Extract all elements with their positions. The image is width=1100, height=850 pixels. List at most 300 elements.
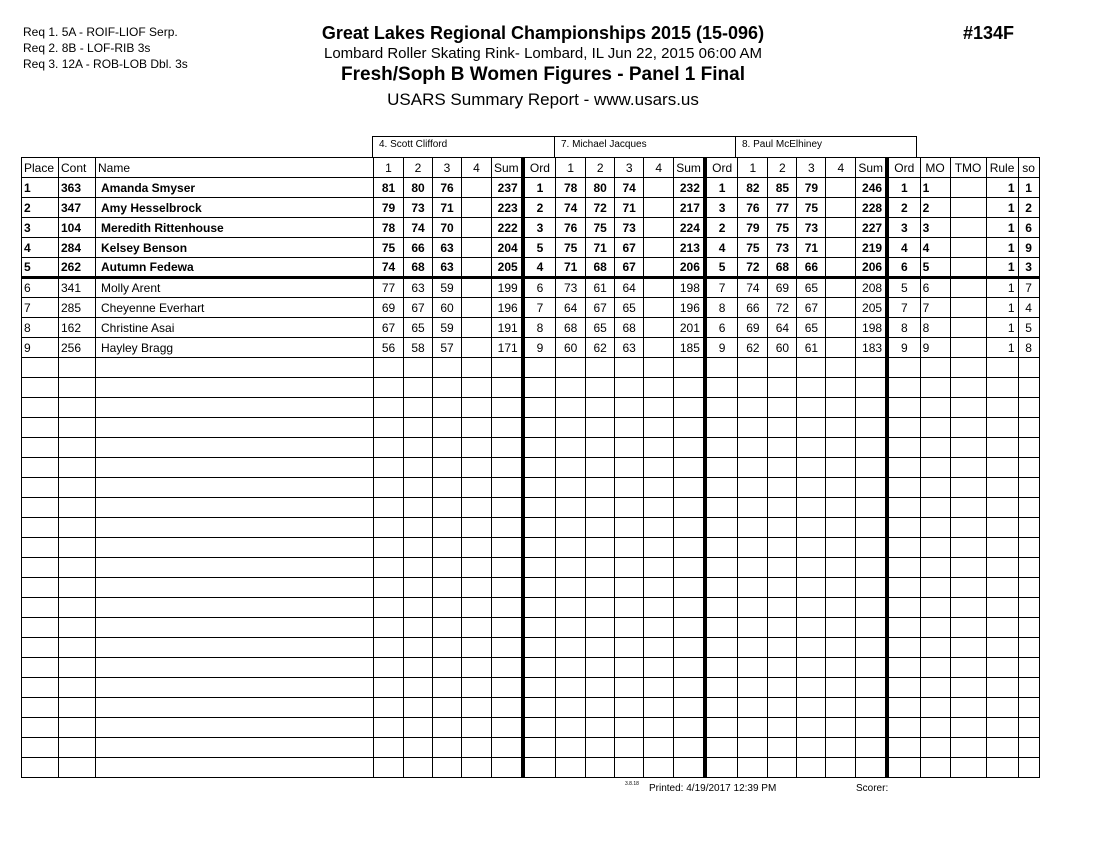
score-cell: 67: [586, 298, 615, 318]
score-cell: 66: [404, 238, 433, 258]
empty-cell: [705, 638, 738, 658]
empty-cell: [887, 498, 920, 518]
empty-cell: [523, 738, 556, 758]
table-row: [22, 198, 1040, 218]
empty-cell: [556, 658, 586, 678]
empty-cell: [674, 638, 705, 658]
empty-row: [22, 758, 1040, 778]
empty-cell: [826, 638, 856, 658]
col-j3-sum: Sum: [856, 158, 887, 178]
empty-cell: [826, 758, 856, 778]
score-cell: [462, 298, 492, 318]
empty-cell: [986, 438, 1018, 458]
empty-cell: [856, 638, 887, 658]
empty-cell: [22, 718, 59, 738]
empty-cell: [826, 398, 856, 418]
score-cell: 82: [738, 178, 768, 198]
table-row: [22, 178, 1040, 198]
empty-cell: [986, 418, 1018, 438]
empty-cell: [768, 398, 797, 418]
empty-cell: [674, 398, 705, 418]
empty-cell: [492, 658, 523, 678]
empty-cell: [1018, 438, 1039, 458]
ord-cell: 6: [523, 278, 556, 298]
empty-cell: [96, 398, 374, 418]
sum-cell: 237: [492, 178, 523, 198]
sum-cell: 171: [492, 338, 523, 358]
empty-cell: [523, 538, 556, 558]
empty-cell: [768, 638, 797, 658]
empty-cell: [986, 498, 1018, 518]
results-table: [21, 157, 1040, 778]
empty-cell: [492, 578, 523, 598]
empty-cell: [674, 518, 705, 538]
empty-cell: [586, 598, 615, 618]
empty-row: [22, 678, 1040, 698]
score-cell: 71: [433, 198, 462, 218]
empty-cell: [615, 358, 644, 378]
score-cell: [462, 278, 492, 298]
empty-cell: [586, 518, 615, 538]
empty-cell: [887, 458, 920, 478]
empty-row: [22, 358, 1040, 378]
empty-cell: [856, 498, 887, 518]
empty-cell: [797, 458, 826, 478]
empty-cell: [674, 478, 705, 498]
sum-cell: 198: [856, 318, 887, 338]
report-subtitle: USARS Summary Report - www.usars.us: [387, 90, 699, 109]
sum-cell: 213: [674, 238, 705, 258]
empty-cell: [856, 378, 887, 398]
empty-cell: [1018, 538, 1039, 558]
empty-cell: [768, 478, 797, 498]
col-j1-score3: 3: [433, 158, 462, 178]
score-cell: [826, 238, 856, 258]
empty-cell: [22, 418, 59, 438]
so-cell: 8: [1018, 338, 1039, 358]
tmo-cell: [950, 258, 986, 278]
empty-cell: [96, 478, 374, 498]
empty-cell: [462, 578, 492, 598]
rule-cell: 1: [986, 338, 1018, 358]
empty-cell: [523, 498, 556, 518]
score-cell: 60: [433, 298, 462, 318]
empty-cell: [826, 538, 856, 558]
so-cell: 7: [1018, 278, 1039, 298]
empty-cell: [705, 378, 738, 398]
empty-cell: [644, 458, 674, 478]
score-cell: 72: [768, 298, 797, 318]
so-cell: 4: [1018, 298, 1039, 318]
empty-cell: [797, 698, 826, 718]
sum-cell: 201: [674, 318, 705, 338]
empty-cell: [768, 358, 797, 378]
empty-cell: [674, 738, 705, 758]
score-cell: 71: [615, 198, 644, 218]
col-j3-score3: 3: [797, 158, 826, 178]
empty-cell: [887, 598, 920, 618]
empty-cell: [374, 458, 404, 478]
score-cell: [644, 318, 674, 338]
name-cell: Autumn Fedewa: [96, 258, 374, 278]
empty-cell: [615, 378, 644, 398]
score-cell: [826, 198, 856, 218]
score-cell: 75: [797, 198, 826, 218]
empty-cell: [950, 358, 986, 378]
empty-cell: [374, 658, 404, 678]
empty-cell: [586, 458, 615, 478]
empty-row: [22, 658, 1040, 678]
ord-cell: 2: [887, 198, 920, 218]
empty-cell: [920, 378, 950, 398]
so-cell: 5: [1018, 318, 1039, 338]
empty-cell: [768, 718, 797, 738]
cont-cell: 162: [59, 318, 96, 338]
judge-name-3: 8. Paul McElhiney: [736, 137, 917, 157]
empty-cell: [374, 678, 404, 698]
empty-cell: [556, 578, 586, 598]
empty-cell: [705, 558, 738, 578]
empty-cell: [797, 358, 826, 378]
empty-cell: [768, 418, 797, 438]
empty-cell: [738, 558, 768, 578]
ord-cell: 2: [705, 218, 738, 238]
empty-cell: [462, 458, 492, 478]
empty-cell: [674, 698, 705, 718]
place-cell: 8: [22, 318, 59, 338]
score-cell: [462, 198, 492, 218]
empty-cell: [797, 558, 826, 578]
score-cell: 67: [615, 258, 644, 278]
place-cell: 7: [22, 298, 59, 318]
ord-cell: 4: [705, 238, 738, 258]
empty-cell: [374, 398, 404, 418]
score-cell: [462, 258, 492, 278]
score-cell: [462, 218, 492, 238]
score-cell: 68: [556, 318, 586, 338]
empty-cell: [826, 378, 856, 398]
so-cell: 2: [1018, 198, 1039, 218]
empty-cell: [1018, 578, 1039, 598]
empty-cell: [856, 458, 887, 478]
empty-cell: [826, 438, 856, 458]
empty-cell: [556, 718, 586, 738]
ord-cell: 6: [887, 258, 920, 278]
empty-cell: [887, 358, 920, 378]
place-cell: 5: [22, 258, 59, 278]
so-cell: 1: [1018, 178, 1039, 198]
judge-header: [372, 136, 917, 157]
empty-cell: [615, 678, 644, 698]
empty-cell: [986, 738, 1018, 758]
sum-cell: 217: [674, 198, 705, 218]
name-cell: Amy Hesselbrock: [96, 198, 374, 218]
empty-cell: [768, 378, 797, 398]
empty-cell: [826, 518, 856, 538]
empty-cell: [738, 678, 768, 698]
empty-cell: [492, 518, 523, 538]
empty-cell: [556, 538, 586, 558]
name-cell: Amanda Smyser: [96, 178, 374, 198]
empty-row: [22, 638, 1040, 658]
score-cell: 68: [615, 318, 644, 338]
ord-cell: 4: [523, 258, 556, 278]
empty-cell: [826, 678, 856, 698]
empty-cell: [586, 378, 615, 398]
empty-cell: [433, 358, 462, 378]
empty-cell: [492, 558, 523, 578]
empty-cell: [615, 438, 644, 458]
empty-cell: [404, 698, 433, 718]
empty-cell: [22, 758, 59, 778]
name-cell: Meredith Rittenhouse: [96, 218, 374, 238]
ord-cell: 3: [705, 198, 738, 218]
empty-cell: [404, 538, 433, 558]
ord-cell: 9: [523, 338, 556, 358]
empty-cell: [1018, 618, 1039, 638]
empty-cell: [950, 598, 986, 618]
empty-cell: [920, 698, 950, 718]
empty-cell: [492, 458, 523, 478]
score-cell: [644, 238, 674, 258]
empty-cell: [986, 558, 1018, 578]
score-cell: 65: [586, 318, 615, 338]
col-j1-score4: 4: [462, 158, 492, 178]
empty-cell: [986, 518, 1018, 538]
empty-cell: [826, 658, 856, 678]
empty-cell: [950, 758, 986, 778]
empty-cell: [586, 638, 615, 658]
sum-cell: 205: [856, 298, 887, 318]
empty-cell: [556, 438, 586, 458]
empty-cell: [738, 398, 768, 418]
score-cell: 63: [615, 338, 644, 358]
empty-cell: [586, 438, 615, 458]
place-cell: 9: [22, 338, 59, 358]
col-name: Name: [96, 158, 374, 178]
empty-cell: [644, 658, 674, 678]
score-cell: 63: [433, 258, 462, 278]
empty-cell: [797, 398, 826, 418]
empty-cell: [797, 578, 826, 598]
col-tmo: TMO: [950, 158, 986, 178]
empty-cell: [492, 478, 523, 498]
sum-cell: 205: [492, 258, 523, 278]
empty-cell: [523, 718, 556, 738]
score-cell: 60: [556, 338, 586, 358]
empty-cell: [492, 698, 523, 718]
empty-cell: [1018, 358, 1039, 378]
empty-cell: [59, 498, 96, 518]
empty-cell: [950, 678, 986, 698]
empty-cell: [59, 378, 96, 398]
empty-cell: [586, 738, 615, 758]
empty-cell: [492, 498, 523, 518]
empty-cell: [1018, 558, 1039, 578]
empty-cell: [96, 638, 374, 658]
empty-cell: [96, 718, 374, 738]
empty-cell: [462, 718, 492, 738]
empty-cell: [920, 518, 950, 538]
empty-cell: [462, 498, 492, 518]
empty-cell: [433, 698, 462, 718]
sum-cell: 227: [856, 218, 887, 238]
empty-cell: [950, 578, 986, 598]
empty-cell: [462, 398, 492, 418]
empty-cell: [1018, 698, 1039, 718]
col-j2-sum: Sum: [674, 158, 705, 178]
printed-timestamp: Printed: 4/19/2017 12:39 PM: [649, 783, 777, 794]
empty-cell: [705, 618, 738, 638]
place-cell: 4: [22, 238, 59, 258]
empty-cell: [705, 358, 738, 378]
score-cell: 61: [797, 338, 826, 358]
tmo-cell: [950, 298, 986, 318]
empty-cell: [644, 558, 674, 578]
empty-cell: [920, 418, 950, 438]
empty-cell: [797, 758, 826, 778]
empty-cell: [615, 398, 644, 418]
score-cell: 66: [797, 258, 826, 278]
score-cell: 71: [586, 238, 615, 258]
empty-cell: [523, 398, 556, 418]
empty-cell: [950, 558, 986, 578]
empty-cell: [856, 738, 887, 758]
score-cell: 68: [586, 258, 615, 278]
empty-cell: [404, 758, 433, 778]
empty-cell: [59, 478, 96, 498]
empty-cell: [797, 478, 826, 498]
col-j2-score1: 1: [556, 158, 586, 178]
requirement-2: Req 2. 8B - LOF-RIB 3s: [23, 41, 151, 55]
empty-row: [22, 518, 1040, 538]
empty-cell: [738, 458, 768, 478]
empty-cell: [523, 478, 556, 498]
event-title: Fresh/Soph B Women Figures - Panel 1 Final: [341, 64, 745, 85]
score-cell: 72: [586, 198, 615, 218]
empty-cell: [674, 418, 705, 438]
empty-cell: [887, 658, 920, 678]
empty-cell: [768, 618, 797, 638]
empty-cell: [768, 538, 797, 558]
empty-cell: [950, 618, 986, 638]
empty-cell: [374, 518, 404, 538]
empty-cell: [1018, 458, 1039, 478]
empty-cell: [433, 518, 462, 538]
empty-cell: [462, 358, 492, 378]
cont-cell: 363: [59, 178, 96, 198]
empty-cell: [404, 738, 433, 758]
empty-cell: [1018, 718, 1039, 738]
empty-cell: [586, 658, 615, 678]
empty-cell: [96, 698, 374, 718]
empty-cell: [856, 678, 887, 698]
ord-cell: 8: [705, 298, 738, 318]
sum-cell: 198: [674, 278, 705, 298]
rule-cell: 1: [986, 258, 1018, 278]
score-cell: 57: [433, 338, 462, 358]
empty-cell: [644, 638, 674, 658]
empty-cell: [856, 758, 887, 778]
empty-cell: [738, 478, 768, 498]
score-cell: 74: [374, 258, 404, 278]
empty-cell: [705, 598, 738, 618]
empty-cell: [433, 498, 462, 518]
empty-cell: [462, 598, 492, 618]
empty-cell: [615, 638, 644, 658]
empty-cell: [22, 498, 59, 518]
mo-cell: 3: [920, 218, 950, 238]
col-j3-score2: 2: [768, 158, 797, 178]
score-cell: 74: [556, 198, 586, 218]
sum-cell: 232: [674, 178, 705, 198]
empty-cell: [523, 438, 556, 458]
sum-cell: 196: [674, 298, 705, 318]
empty-cell: [586, 678, 615, 698]
empty-cell: [462, 618, 492, 638]
empty-cell: [644, 478, 674, 498]
rule-cell: 1: [986, 298, 1018, 318]
score-cell: 73: [615, 218, 644, 238]
empty-cell: [433, 458, 462, 478]
empty-cell: [492, 538, 523, 558]
empty-cell: [374, 638, 404, 658]
empty-cell: [856, 618, 887, 638]
score-cell: [462, 318, 492, 338]
empty-cell: [826, 558, 856, 578]
empty-cell: [950, 698, 986, 718]
empty-cell: [556, 738, 586, 758]
empty-cell: [1018, 638, 1039, 658]
empty-cell: [920, 638, 950, 658]
score-cell: [826, 218, 856, 238]
empty-cell: [986, 358, 1018, 378]
empty-cell: [492, 638, 523, 658]
score-cell: 59: [433, 278, 462, 298]
cont-cell: 341: [59, 278, 96, 298]
empty-cell: [1018, 378, 1039, 398]
empty-row: [22, 698, 1040, 718]
score-cell: 60: [768, 338, 797, 358]
col-j2-score4: 4: [644, 158, 674, 178]
empty-cell: [950, 498, 986, 518]
empty-cell: [950, 738, 986, 758]
sum-cell: 223: [492, 198, 523, 218]
score-cell: 63: [404, 278, 433, 298]
empty-cell: [59, 698, 96, 718]
ord-cell: 9: [705, 338, 738, 358]
empty-cell: [59, 718, 96, 738]
empty-cell: [433, 618, 462, 638]
empty-cell: [644, 678, 674, 698]
empty-cell: [404, 638, 433, 658]
empty-cell: [920, 358, 950, 378]
empty-cell: [96, 378, 374, 398]
empty-cell: [462, 658, 492, 678]
rule-cell: 1: [986, 238, 1018, 258]
empty-cell: [797, 658, 826, 678]
empty-cell: [920, 578, 950, 598]
empty-cell: [586, 358, 615, 378]
empty-cell: [615, 458, 644, 478]
sum-cell: 206: [856, 258, 887, 278]
empty-cell: [674, 438, 705, 458]
empty-cell: [556, 598, 586, 618]
empty-cell: [59, 658, 96, 678]
empty-cell: [887, 418, 920, 438]
empty-cell: [950, 398, 986, 418]
empty-cell: [856, 718, 887, 738]
